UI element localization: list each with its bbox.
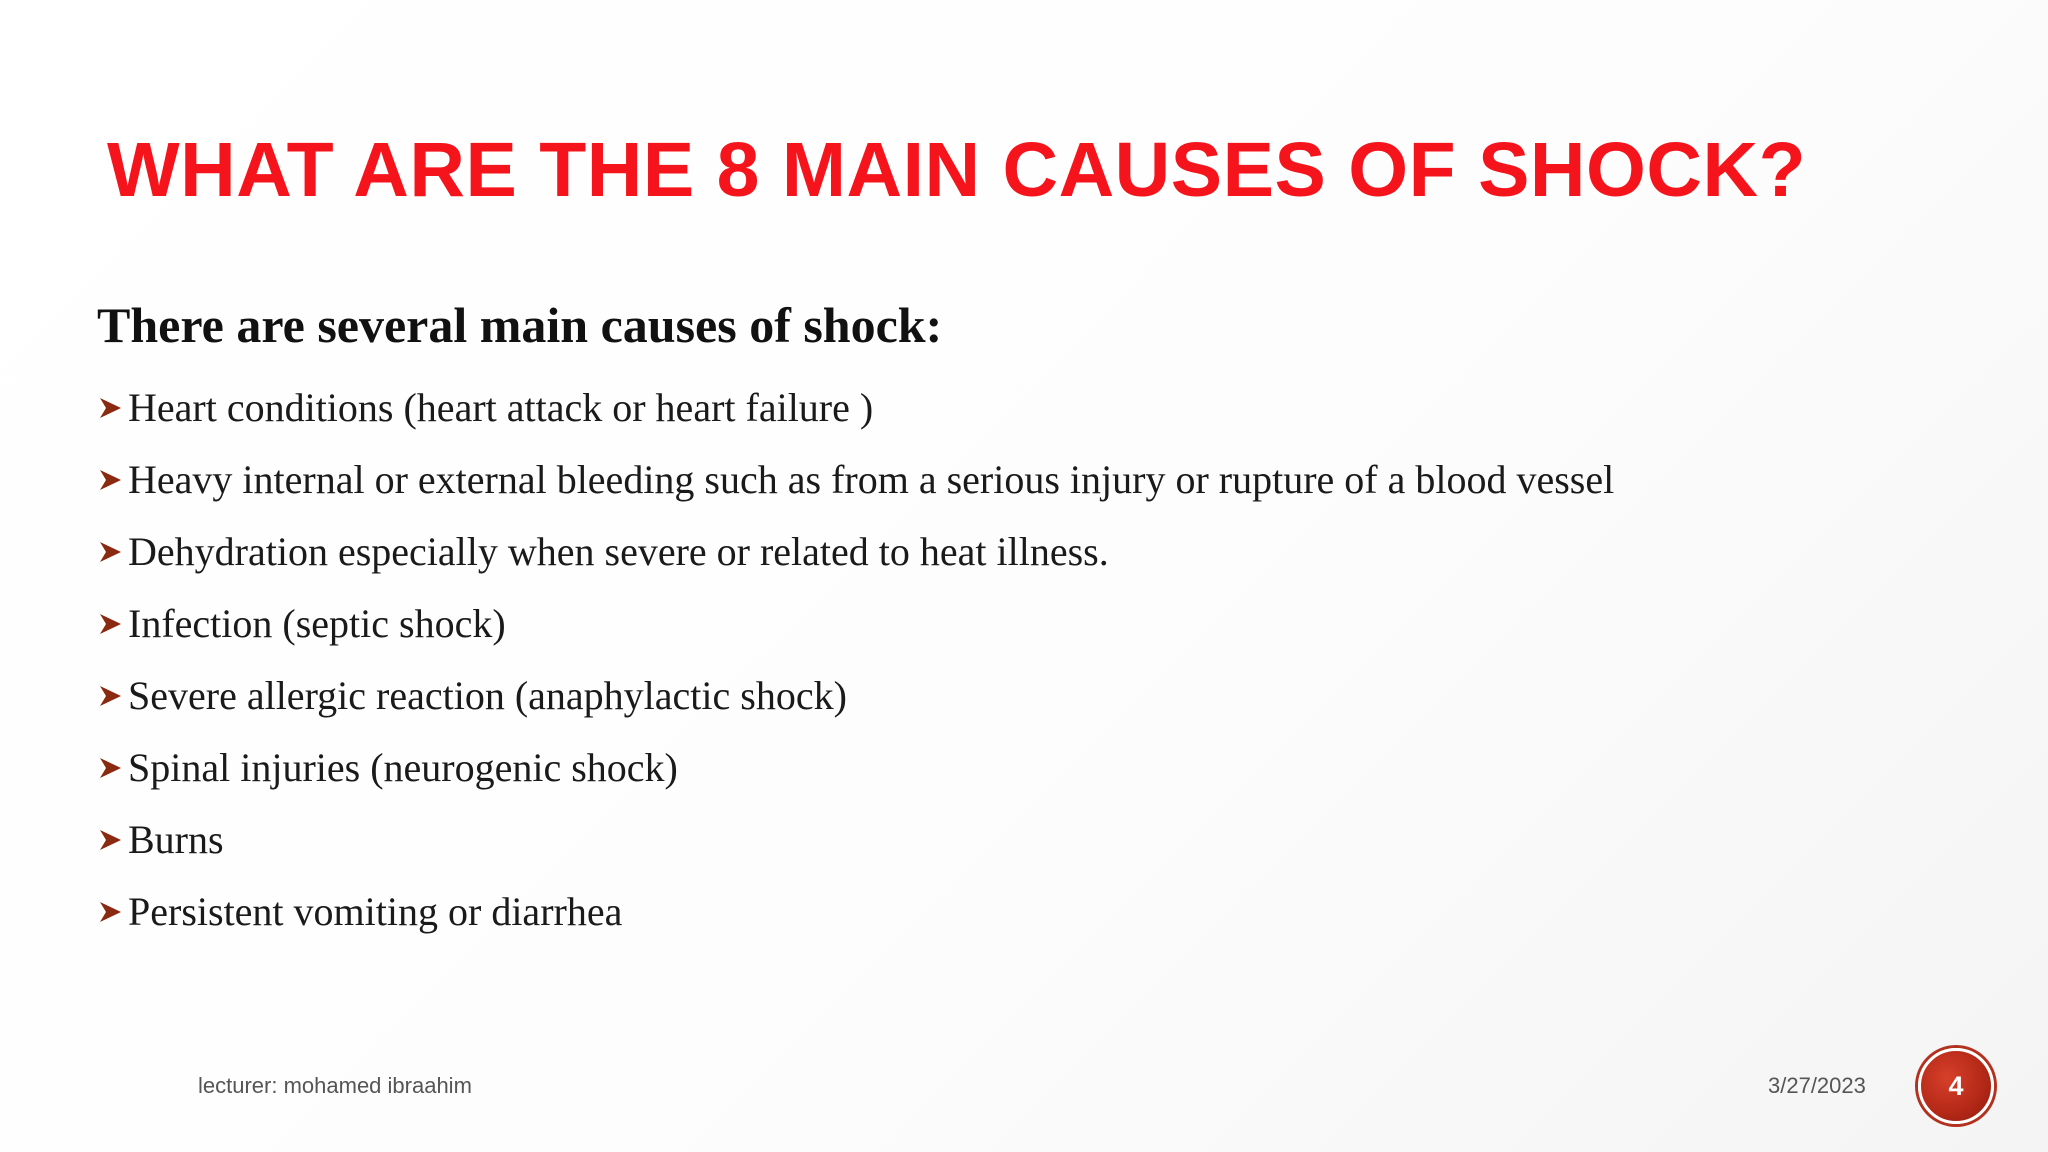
bullet-text: Severe allergic reaction (anaphylactic shock) bbox=[128, 673, 847, 718]
bullet-item bbox=[97, 372, 1614, 444]
arrowhead-bullet-icon bbox=[97, 754, 125, 782]
bullet-text: Dehydration especially when severe or related to heat illness. bbox=[128, 529, 1109, 574]
bullet-item bbox=[97, 444, 1614, 516]
bullet-item bbox=[97, 876, 1614, 948]
bullet-text: Infection (septic shock) bbox=[128, 601, 506, 646]
footer-lecturer: lecturer: mohamed ibraahim bbox=[198, 1073, 472, 1098]
lead-text: There are several main causes of shock: bbox=[97, 297, 943, 353]
arrowhead-bullet-icon bbox=[97, 466, 125, 494]
arrowhead-bullet-icon bbox=[97, 394, 125, 422]
footer-date: 3/27/2023 bbox=[1768, 1073, 1866, 1098]
arrowhead-bullet-icon bbox=[97, 538, 125, 566]
slide-title: WHAT ARE THE 8 MAIN CAUSES OF SHOCK? bbox=[107, 127, 1807, 213]
bullet-text: Burns bbox=[128, 817, 224, 862]
bullet-item bbox=[97, 732, 1614, 804]
bullet-text: Spinal injuries (neurogenic shock) bbox=[128, 745, 678, 790]
bullet-list bbox=[97, 372, 1614, 948]
bullet-item bbox=[97, 588, 1614, 660]
bullet-text: Heart conditions (heart attack or heart failure ) bbox=[128, 385, 874, 430]
bullet-item bbox=[97, 516, 1614, 588]
arrowhead-bullet-icon bbox=[97, 610, 125, 638]
bullet-item bbox=[97, 660, 1614, 732]
arrowhead-bullet-icon bbox=[97, 898, 125, 926]
page-number-badge bbox=[1918, 1048, 1994, 1124]
arrowhead-bullet-icon bbox=[97, 682, 125, 710]
page-number: 4 bbox=[1948, 1070, 1964, 1101]
bullet-item bbox=[97, 804, 1614, 876]
bullet-text: Heavy internal or external bleeding such as from a serious injury or rupture of a blood vessel bbox=[128, 457, 1615, 502]
arrowhead-bullet-icon bbox=[97, 826, 125, 854]
bullet-text: Persistent vomiting or diarrhea bbox=[128, 889, 623, 934]
